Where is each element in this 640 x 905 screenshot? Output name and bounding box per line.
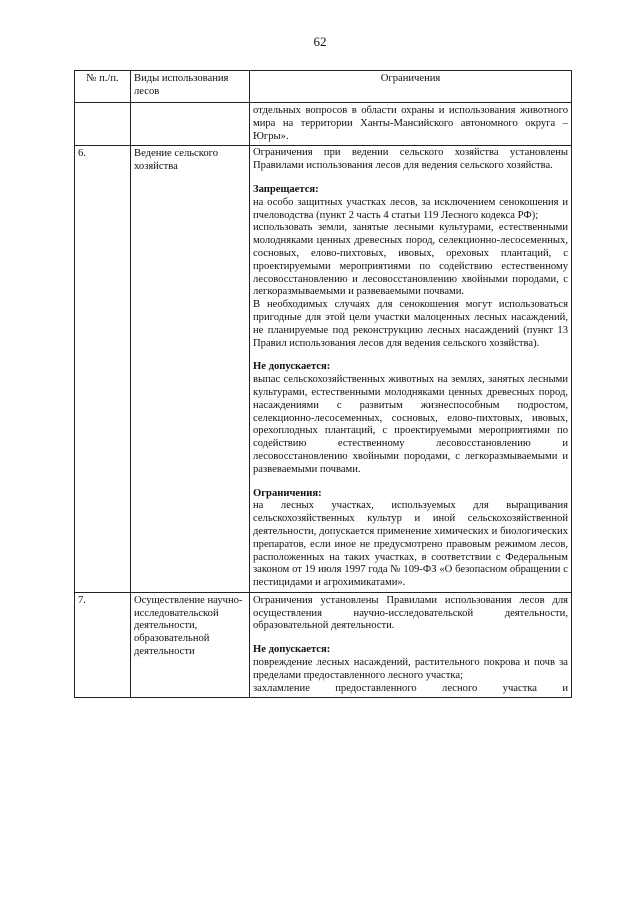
use-type: Осуществление научно-исследовательской деятельности, образовательной деятельности [131, 592, 250, 698]
header-limits: Ограничения [250, 71, 572, 103]
table-row-continuation [75, 103, 572, 146]
not-allowed-heading: Не допускается: [253, 644, 331, 656]
limits-intro: Ограничения при ведении сельского хозяйства установлены Правилами использования лесов для ведения сельского хозяйства. [253, 147, 568, 172]
not-allowed-heading: Не допускается: [253, 361, 331, 373]
prohibited-item: В необходимых случаях для сенокошения могут использоваться пригодные для этой цели участки малоценных лесных насаждений, не планируемые под реконструкцию лесных насаждений (пункт 13 Правил использования лесов для ведения сельского хозяйства). [253, 299, 568, 349]
cell-type-empty [131, 103, 250, 146]
limits-cell [250, 592, 572, 698]
row-number: 7. [75, 592, 131, 698]
restrictions-heading: Ограничения: [253, 487, 322, 499]
prohibited-item: на особо защитных участках лесов, за исключением сенокошения и пчеловодства (пункт 2 часть 4 статьи 119 Лесного кодекса РФ); [253, 196, 568, 221]
use-type: Ведение сельского хозяйства [131, 146, 250, 593]
header-use-type: Виды использования лесов [131, 71, 250, 103]
cell-num-empty [75, 103, 131, 146]
not-allowed-item: повреждение лесных насаждений, растительного покрова и почв за пределами предоставленного лесного участка; [253, 657, 568, 681]
limits-intro: Ограничения установлены Правилами использования лесов для осуществления научно-исследовательской деятельности, образовательной деятельности. [253, 594, 568, 632]
prohibited-heading: Запрещается: [253, 183, 319, 195]
not-allowed-item: выпас сельскохозяйственных животных на землях, занятых лесными культурами, естественными молодняками ценных древесных пород, насаждениями с развитым жизнеспособным подростом, селекционно-лесосеменных, сосновых, елово-пихтовых, ивовых, орехоплодных плантаций, с проектируемыми мероприятиями по содействию естественному лесовосстановлению и лесовосстановлению хвойными породами, с легкоразмываемыми и развеваемыми почвами. [253, 374, 568, 475]
table-row-7 [75, 592, 572, 698]
table-row-6 [75, 146, 572, 593]
restrictions-item: на лесных участках, используемых для выращивания сельскохозяйственных культур и иной сельскохозяйственной деятельности, допускается применение химических и биологических препаратов, если иное не предусмотрено правовым режимом лесов, расположенных на таких участках, в соответствии с Федеральным законом от 19 июля 1997 года № 109-ФЗ «О безопасном обращении с пестицидами и агрохимикатами». [253, 500, 568, 589]
forest-use-table [74, 70, 572, 698]
table-header-row [75, 71, 572, 103]
limits-cell [250, 146, 572, 593]
header-num: № п./п. [75, 71, 131, 103]
page-number: 62 [313, 34, 327, 49]
cell-continuation-text: отдельных вопросов в области охраны и использования животного мира на территории Ханты-Мансийского автономного округа – Югры». [250, 103, 572, 146]
not-allowed-item: захламление предоставленного лесного участка и [253, 682, 568, 694]
row-number: 6. [75, 146, 131, 593]
prohibited-item: использовать земли, занятые лесными культурами, естественными молодняками ценных древесных пород, селекционно-лесосеменных, сосновых, елово-пихтовых, ивовых, ореховых плантаций, с проектируемыми мероприятиями по содействию естественному лесовосстановлению и лесовосстановлению хвойными породами, с легкоразмываемыми и развеваемыми почвами. [253, 222, 568, 298]
